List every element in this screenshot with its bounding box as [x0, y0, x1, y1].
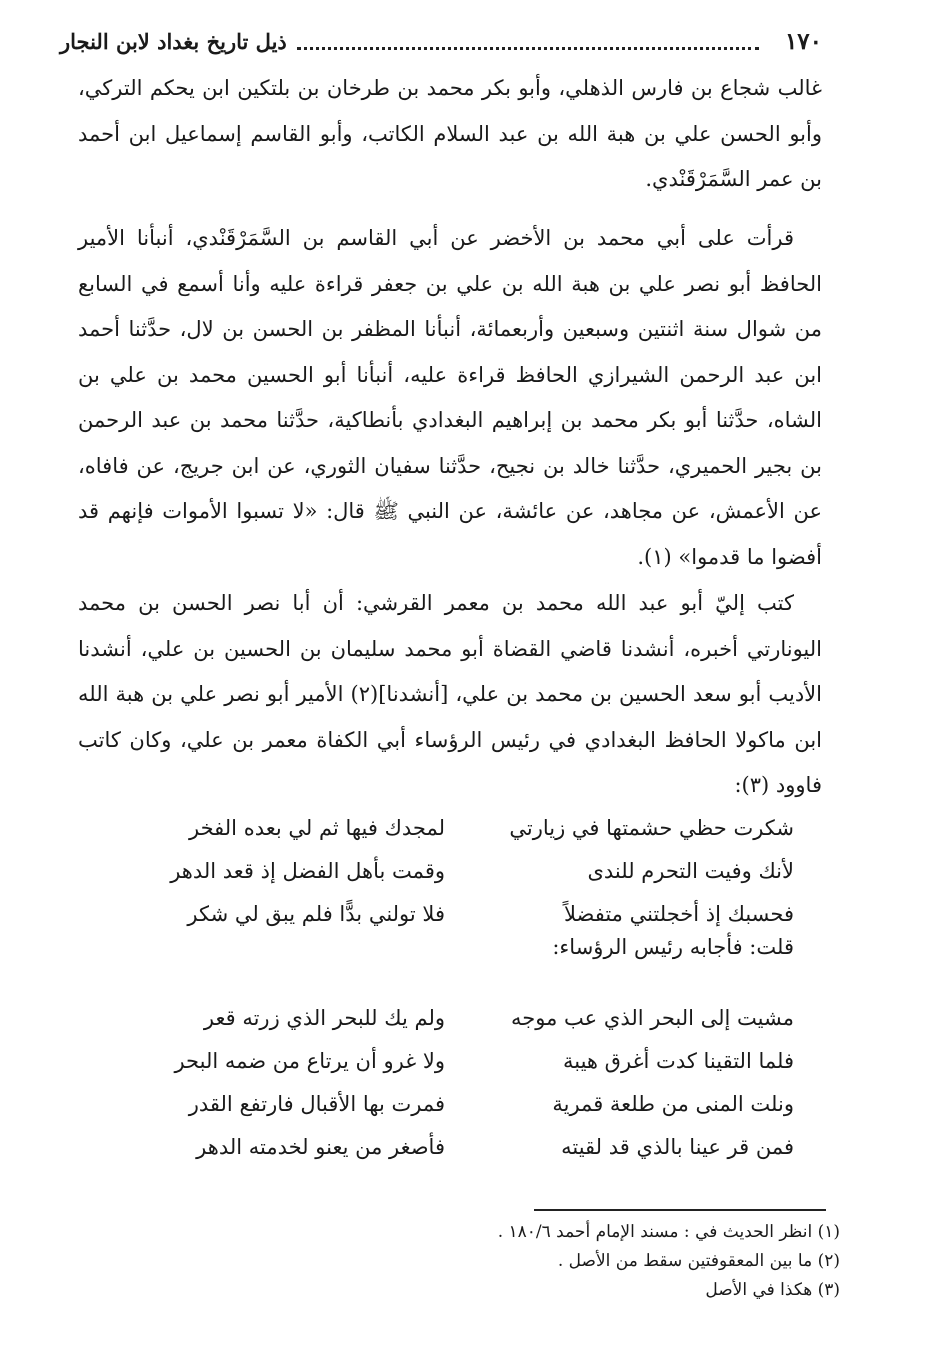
second-hemistich: ولم يك للبحر الذي زرته قعر — [203, 1005, 445, 1030]
running-header — [60, 24, 822, 58]
poem-1 — [145, 806, 794, 935]
header-dot-leader — [297, 33, 759, 50]
page-number: ١٧٠ — [784, 27, 822, 55]
running-title: ذيل تاريخ بغداد لابن النجار — [60, 28, 287, 54]
footnotes — [300, 1218, 840, 1305]
second-hemistich: فمرت بها الأقبال فارتفع القدر — [188, 1091, 445, 1116]
poem-line — [145, 849, 794, 892]
first-hemistich: فلما التقينا كدت أغرق هيبة — [563, 1048, 794, 1073]
second-hemistich: ولا غرو أن يرتاع من ضمه البحر — [174, 1048, 445, 1073]
paragraph-3-text: كتب إليّ أبو عبد الله محمد بن معمر القرشي: أن أبا نصر الحسن بن محمد اليونارتي أخبره، أنشدنا قاضي القضاة أبو محمد سليمان بن الحسين بن علي، أنشدنا الأديب أبو سعد الحسين بن محمد بن علي، [أنشدنا](٢) الأمير أبو نصر علي بن هبة الله ابن ماكولا الحافظ البغدادي في رئيس الرؤساء أبي الكفاة معمر بن علي، وكان كاتب فاوود (٣): — [78, 591, 822, 797]
second-hemistich: لمجدك فيها ثم لي بعده الفخر — [189, 815, 445, 840]
poem-line — [145, 1039, 794, 1082]
footnote-3: (٣) هكذا في الأصل — [705, 1280, 840, 1300]
second-hemistich: وقمت بأهل الفضل إذ قعد الدهر — [170, 858, 445, 883]
first-hemistich: فمن قر عينا بالذي قد لقيته — [561, 1134, 794, 1159]
second-hemistich: فأصغر من يعنو لخدمته الدهر — [196, 1134, 445, 1159]
first-hemistich: شكرت حظي حشمتها في زيارتي — [509, 815, 794, 840]
first-hemistich: لأنك وفيت التحرم للندى — [587, 858, 794, 883]
footnote-separator — [534, 1209, 826, 1211]
paragraph-1: غالب شجاع بن فارس الذهلي، وأبو بكر محمد بن طرخان بن بلتكين ابن يحكم التركي، وأبو الحسن علي بن هبة الله بن عبد السلام الكاتب، وأبو القاسم إسماعيل ابن أحمد بن عمر السَّمَرْقَنْدي. — [78, 76, 822, 191]
poem-line — [145, 892, 794, 935]
poem-line — [145, 996, 794, 1039]
paragraph-3 — [78, 581, 822, 809]
poem-line — [145, 806, 794, 849]
reply-intro-line: قلت: فأجابه رئيس الرؤساء: — [552, 935, 794, 959]
paragraph-2-text: قرأت على أبي محمد بن الأخضر عن أبي القاسم بن السَّمَرْقَنْدي، أنبأنا الأمير الحافظ أبو نصر علي بن هبة الله بن علي بن جعفر قراءة عليه وأنا أسمع في السابع من شوال سنة اثنتين وسبعين وأربعمائة، أنبأنا المظفر بن الحسن بن لال، حدَّثنا أحمد ابن عبد الرحمن الشيرازي الحافظ قراءة عليه، أنبأنا أبو الحسين محمد بن علي بن الشاه، حدَّثنا أبو بكر محمد بن إبراهيم البغدادي بأنطاكية، حدَّثنا محمد بن عبد الرحمن بن بجير الحميري، حدَّثنا خالد بن نجيح، حدَّثنا سفيان الثوري، عن ابن جريج، عن فافاه، عن الأعمش، عن مجاهد، عن عائشة، عن النبي ﷺ قال: «لا تسبوا الأموات فإنهم قد أفضوا ما قدموا» (١). — [78, 226, 823, 569]
paragraph-2 — [78, 216, 822, 580]
footnote-1: (١) انظر الحديث في : مسند الإمام أحمد ١٨٠/٦ . — [497, 1222, 840, 1242]
poem-line — [145, 1125, 794, 1168]
footnote-2: (٢) ما بين المعقوفتين سقط من الأصل . — [557, 1251, 840, 1271]
first-hemistich: مشيت إلى البحر الذي عب موجه — [511, 1005, 794, 1030]
first-hemistich: فحسبك إذ أخجلتني متفضلاً — [563, 901, 794, 926]
first-hemistich: ونلت المنى من طلعة قمرية — [552, 1091, 794, 1116]
second-hemistich: فلا تولني بدًّا فلم يبق لي شكر — [187, 901, 445, 926]
poem-2 — [145, 996, 794, 1168]
poem-line — [145, 1082, 794, 1125]
